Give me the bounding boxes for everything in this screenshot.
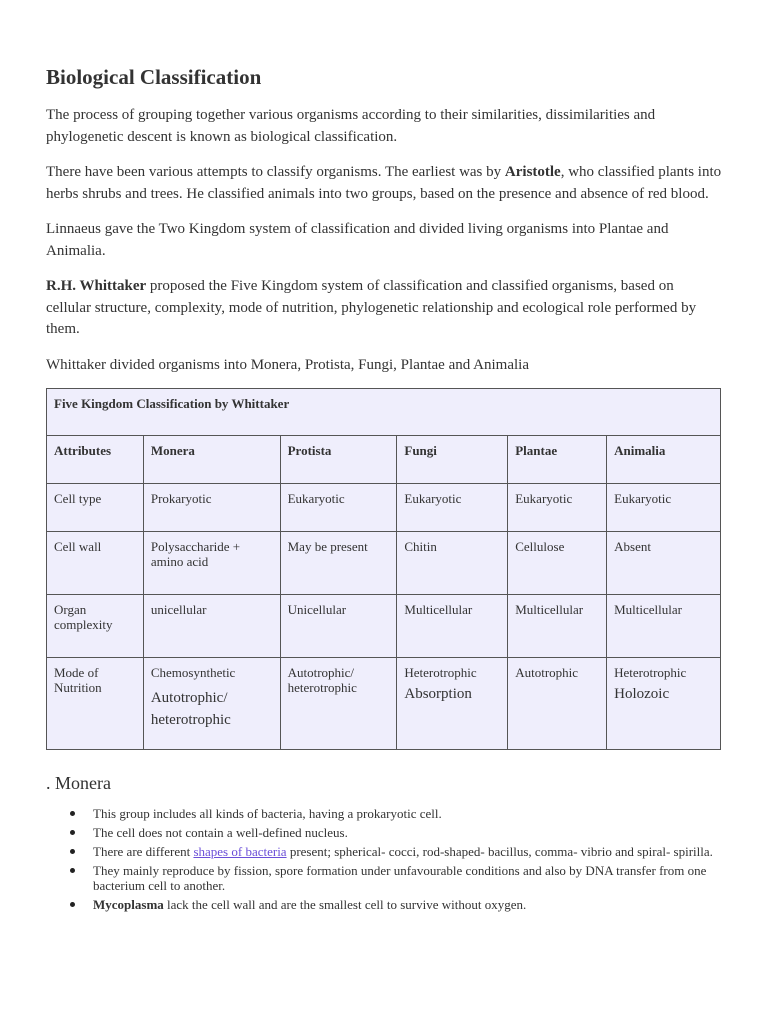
table-cell-monera-nutrition [143,658,280,750]
animalia-nutrition-primary: Heterotrophic [614,665,687,680]
whittaker-text: proposed the Five Kingdom system of classification and classified organisms, based on cellular structure, complexity, mode of nutrition, phylogenetic relationship and ecological role performed by them. [46,278,697,337]
table-cell: Prokaryotic [143,484,280,532]
aristotle-paragraph [46,162,722,205]
table-cell: Autotrophic [508,658,607,750]
table-cell: Absent [607,532,721,595]
linnaeus-paragraph: Linnaeus gave the Two Kingdom system of classification and divided living organisms into Plantae and Animalia. [46,221,669,259]
table-row-mode-of-nutrition [47,658,721,750]
header-monera: Monera [143,436,280,484]
table-cell: Cell wall [47,532,144,595]
header-plantae: Plantae [508,436,607,484]
table-cell: Autotrophic/ heterotrophic [280,658,397,750]
table-row [47,532,721,595]
monera-nutrition-extra-1: Autotrophic/ [150,690,228,706]
table-cell: Cell type [47,484,144,532]
table-cell: Multicellular [607,595,721,658]
table-cell: Cellulose [508,532,607,595]
list-item: They mainly reproduce by fission, spore formation under unfavourable conditions and also by DNA transfer from one bacterium cell to another. [93,863,722,893]
monera-bullet-list [46,806,722,912]
table-cell: Unicellular [280,595,397,658]
table-caption-row [47,389,721,436]
table-cell: Polysaccharide + amino acid [143,532,280,595]
table-cell: Mode of Nutrition [47,658,144,750]
animalia-nutrition-extra: Holozoic [614,686,670,702]
shapes-of-bacteria-link[interactable]: shapes of bacteria [193,844,287,859]
table-cell: May be present [280,532,397,595]
table-cell: Eukaryotic [508,484,607,532]
aristotle-name: Aristotle [504,164,561,180]
monera-nutrition-primary: Chemosynthetic [150,665,236,680]
bullet-text-before: There are different [93,844,194,859]
table-cell-fungi-nutrition [397,658,508,750]
table-cell: Eukaryotic [607,484,721,532]
table-row [47,484,721,532]
table-row [47,595,721,658]
header-attributes: Attributes [47,436,144,484]
mycoplasma-term: Mycoplasma [93,897,164,912]
aristotle-text-after: , who classified plants into herbs shrubs and trees. He classified animals into two groups, based on the presence and absence of red blood. [46,164,722,202]
fungi-nutrition-extra: Absorption [404,686,472,702]
table-cell: Multicellular [508,595,607,658]
header-animalia: Animalia [607,436,721,484]
table-cell: Eukaryotic [280,484,397,532]
header-protista: Protista [280,436,397,484]
list-item [93,844,722,859]
table-cell: Eukaryotic [397,484,508,532]
monera-heading: . Monera [46,773,111,793]
intro-paragraph: The process of grouping together various organisms according to their similarities, dissimilarities and phylogenetic descent is known as biological classification. [46,107,656,145]
five-kingdom-table [46,388,721,750]
list-item [93,897,722,912]
table-header-row [47,436,721,484]
list-item: The cell does not contain a well-defined nucleus. [93,825,722,840]
table-cell: unicellular [143,595,280,658]
table-cell-animalia-nutrition [607,658,721,750]
table-caption: Five Kingdom Classification by Whittaker [47,389,721,436]
table-cell: Organ complexity [47,595,144,658]
whittaker-paragraph [46,276,722,341]
monera-nutrition-extra-2: heterotrophic [150,712,231,728]
page-title: Biological Classification [46,65,262,89]
bullet-text-after: present; spherical- cocci, rod-shaped- bacillus, comma- vibrio and spiral- spirilla. [286,844,713,859]
kingdoms-summary-paragraph: Whittaker divided organisms into Monera, Protista, Fungi, Plantae and Animalia [46,356,529,373]
whittaker-name: R.H. Whittaker [46,278,147,294]
list-item: This group includes all kinds of bacteria, having a prokaryotic cell. [93,806,722,821]
fungi-nutrition-primary: Heterotrophic [404,665,477,680]
table-cell: Multicellular [397,595,508,658]
table-cell: Chitin [397,532,508,595]
aristotle-text-before: There have been various attempts to classify organisms. The earliest was by [46,164,505,180]
header-fungi: Fungi [397,436,508,484]
bullet-text-after: lack the cell wall and are the smallest cell to survive without oxygen. [163,897,527,912]
